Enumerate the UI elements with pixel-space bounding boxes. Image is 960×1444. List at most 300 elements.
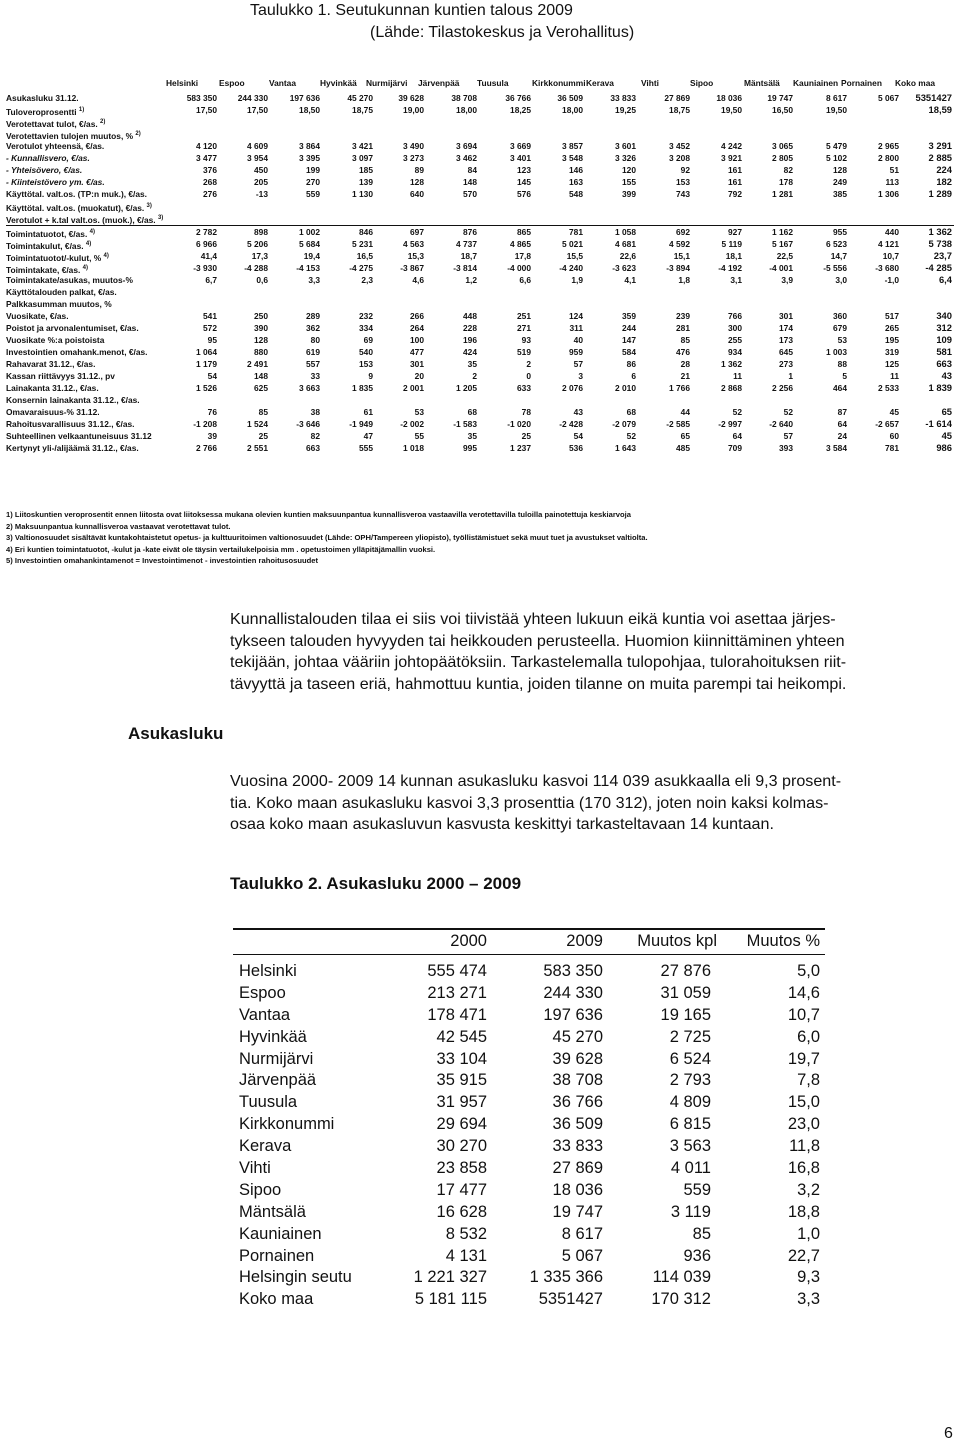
table1-cell: 24 <box>837 431 847 442</box>
table1-row-label-text: Investointien omahank.menot, €/as. <box>6 346 148 357</box>
table1-col-header: Koko maa <box>895 78 936 88</box>
table1-cell: 249 <box>833 177 847 188</box>
municipality-name: Järvenpää <box>239 1071 317 1090</box>
table1-cell: 3 065 <box>772 141 793 152</box>
table2-cell: 1 335 366 <box>529 1268 603 1287</box>
table1-cell: 23,7 <box>933 249 952 261</box>
table1-cell: 15,3 <box>407 250 424 261</box>
table1-row <box>6 418 954 430</box>
table1-cell: 19,50 <box>721 105 742 116</box>
table1-cell: -1,0 <box>884 274 899 285</box>
table1-cell: 4 242 <box>721 141 742 152</box>
table1-cell: 4,1 <box>624 274 636 285</box>
footnote-ref: 2) <box>100 119 106 126</box>
table1-cell: 2 533 <box>878 383 899 394</box>
table1-row-label-text: Toimintatuotot/-kulut, % <box>6 252 102 263</box>
paragraph-line: osaa koko maan asukasluvun kasvusta keskittyi tarkasteltavaan 14 kuntaan. <box>230 815 774 834</box>
table1-cell: 865 <box>517 226 531 237</box>
table2-cell: 18,8 <box>787 1202 820 1221</box>
table1-cell: 120 <box>622 165 636 176</box>
table1-cell: 709 <box>728 443 742 454</box>
municipality-name: Mäntsälä <box>239 1202 306 1221</box>
table1-cell: 1,2 <box>465 274 477 285</box>
table1-cell: 10,7 <box>882 250 899 261</box>
table1-cell: 88 <box>837 359 847 370</box>
table1-cell: -4 288 <box>244 262 268 273</box>
table1-cell: -2 657 <box>875 419 899 430</box>
table1-col-header: Järvenpää <box>418 78 460 88</box>
table1-cell: 78 <box>521 407 531 418</box>
table1-row <box>6 274 954 286</box>
table1-cell: 268 <box>203 177 217 188</box>
table1-row <box>6 164 954 176</box>
table2-row <box>233 1180 825 1202</box>
table1-row <box>6 92 954 104</box>
table1-cell: -1 583 <box>453 419 477 430</box>
table1-cell: 743 <box>676 189 690 200</box>
table1-row-label-text: Vuosikate %:a poistoista <box>6 334 105 345</box>
table1-cell: 5 684 <box>299 238 320 249</box>
table1-cell: 583 350 <box>186 93 217 103</box>
table2-cell: 85 <box>692 1224 711 1243</box>
table1-cell: 450 <box>254 165 268 176</box>
table1-cell: -3 680 <box>875 262 899 273</box>
table1-cell: 18,25 <box>510 105 531 116</box>
table1-row-label <box>6 406 100 418</box>
table1-cell: 3 921 <box>721 153 742 164</box>
table2-cell: 11,8 <box>789 1137 820 1156</box>
table1-cell: 11 <box>890 371 899 382</box>
table1-cell: 360 <box>833 310 847 321</box>
table1-cell: 424 <box>463 346 477 357</box>
table1-cell: 3 401 <box>510 153 531 164</box>
table1-cell: 2 076 <box>562 383 583 394</box>
table1-cell: 1 179 <box>196 359 217 370</box>
table1-cell: 5 231 <box>352 238 373 249</box>
table1-cell: 85 <box>258 407 268 418</box>
table1-cell: -13 <box>255 189 268 200</box>
table1-row-label-text: Asukasluku 31.12. <box>6 93 79 103</box>
table1-cell: 100 <box>410 334 424 345</box>
table1-row-label <box>6 310 69 322</box>
table1-row <box>6 212 954 224</box>
table1-cell: 548 <box>569 189 583 200</box>
table2-cell: 559 <box>683 1180 711 1199</box>
table1-cell: -2 585 <box>666 419 690 430</box>
table2-col-header: 2009 <box>566 932 603 950</box>
table1-row-label-text: Verotettavien tulojen muutos, % <box>6 130 134 141</box>
table1-col-header: Kauniainen <box>793 78 839 88</box>
table1-cell: 15,5 <box>566 250 583 261</box>
table1-row <box>6 176 954 188</box>
municipality-name: Vantaa <box>239 1005 291 1024</box>
table2-header <box>233 930 825 954</box>
table2-col-header: Muutos % <box>746 932 820 950</box>
table2-row <box>233 1114 825 1136</box>
table1-cell: 36 509 <box>557 93 583 103</box>
table1-cell: -3 646 <box>296 419 320 430</box>
table1-cell: 86 <box>626 359 636 370</box>
table1-cell: 2 805 <box>772 153 793 164</box>
table1-cell: 3,9 <box>781 274 793 285</box>
table1-cell: 45 270 <box>347 93 373 103</box>
table1-row-label <box>6 382 99 394</box>
table1-footnotes <box>6 509 648 567</box>
municipality-name: Helsingin seutu <box>239 1268 352 1287</box>
table1-row-label <box>6 92 79 104</box>
table1-cell: 64 <box>732 431 742 442</box>
table1-cell: 3 584 <box>826 443 847 454</box>
table2-row <box>233 1049 825 1071</box>
municipality-name: Nurmijärvi <box>239 1049 314 1068</box>
table1-cell: 153 <box>676 177 690 188</box>
table1-row-label-text: - Yhteisövero, €/as. <box>6 165 83 176</box>
table2-cell: 31 059 <box>660 983 711 1002</box>
table1-cell: 633 <box>517 383 531 394</box>
table2-row <box>233 1246 825 1268</box>
table1-cell: 52 <box>732 407 742 418</box>
table2-cell: 3 563 <box>669 1137 711 1156</box>
table1-cell: 846 <box>359 226 373 237</box>
footnote: 4) Eri kuntien toimintatuotot, -kulut ja -kate eivät ole täysin vertailukelpoisia mm . opetustoimen ylläpitäjämallin vuoksi. <box>6 544 436 554</box>
table1-cell: 18,7 <box>460 250 477 261</box>
table1-cell: 5 067 <box>878 93 899 103</box>
table2-cell: 18 036 <box>552 1180 603 1199</box>
table1-cell: 11 <box>733 371 742 382</box>
table1-cell: 109 <box>936 333 952 345</box>
table1-cell: -4 000 <box>507 262 531 273</box>
table1-cell: 2 001 <box>403 383 424 394</box>
table1-cell: 2 <box>526 359 531 370</box>
table2-cell: 23 858 <box>436 1159 487 1178</box>
table2-cell: 4 011 <box>670 1159 711 1178</box>
table1-row-label <box>6 346 147 358</box>
table1-cell: 898 <box>254 226 268 237</box>
table1-cell: 995 <box>463 443 477 454</box>
footnote-ref: 1) <box>78 107 85 114</box>
footnote-ref: 3) <box>146 203 152 210</box>
table1-cell: 54 <box>573 431 583 442</box>
municipality-name: Koko maa <box>239 1290 314 1309</box>
table1-cell: 1 064 <box>196 346 217 357</box>
table1-cell: 95 <box>207 334 217 345</box>
table1-cell: 55 <box>414 431 424 442</box>
table1-cell: 232 <box>359 310 373 321</box>
table1-cell: 6,4 <box>938 273 952 285</box>
table1-cell: 1 835 <box>352 383 373 394</box>
table1-cell: 362 <box>306 322 320 333</box>
footnote-ref: 4) <box>103 252 109 259</box>
table1-row-label <box>6 430 152 442</box>
table2-cell: 15,0 <box>787 1093 820 1112</box>
table1-row-label-text: - Kunnallisvero, €/as. <box>6 153 90 164</box>
table1-row <box>6 298 954 310</box>
table1-cell: -2 079 <box>612 419 636 430</box>
table2-row <box>233 1267 825 1289</box>
table2-cell: 1,0 <box>797 1224 820 1243</box>
table1-cell: -2 640 <box>769 419 793 430</box>
table1-cell: 19,50 <box>826 105 847 116</box>
table1-cell: -1 020 <box>507 419 531 430</box>
footnote: 2) Maksuunpantua kunnallisveroa vastaavat verotettavat tulot. <box>6 521 231 531</box>
paragraph-line: Kunnallistalouden tilaa ei siis voi tiivistää yhteen lukuun eikä kuntia voi asettaa järjes- <box>230 610 836 628</box>
table1-row <box>6 104 954 116</box>
table1-cell: 390 <box>254 322 268 333</box>
table1-cell: 1 643 <box>615 443 636 454</box>
municipality-name: Kirkkonummi <box>239 1115 335 1134</box>
table1-row-label-text: Kertynyt yli-/alijäämä 31.12., €/as. <box>6 443 139 454</box>
table1-cell: 876 <box>463 226 477 237</box>
table2-row <box>233 1092 825 1114</box>
table1-cell: 52 <box>783 407 793 418</box>
table1-cell: 2 256 <box>772 383 793 394</box>
table1-cell: 17,8 <box>514 250 531 261</box>
table1-cell: 359 <box>622 310 636 321</box>
table1-row-label <box>6 418 134 430</box>
table1-cell: 3 462 <box>456 153 477 164</box>
table1-cell: 319 <box>885 346 899 357</box>
table1-cell: 5 102 <box>826 153 847 164</box>
table1-col-header: Sipoo <box>690 78 714 88</box>
table1-cell: 540 <box>359 346 373 357</box>
table1-cell: -2 428 <box>559 419 583 430</box>
table1-cell: 6,7 <box>205 274 217 285</box>
table1-cell: 19 747 <box>767 93 793 103</box>
table1-row-label-text: Käyttötalouden palkat, €/as. <box>6 286 117 297</box>
table1-row-label <box>6 164 82 176</box>
table1-cell: 955 <box>833 226 847 237</box>
table1-cell: 38 <box>310 407 320 418</box>
table1-cell: 792 <box>728 189 742 200</box>
table1-cell: 385 <box>833 189 847 200</box>
table2-cell: 39 628 <box>552 1049 603 1068</box>
table1-cell: -4 153 <box>296 262 320 273</box>
table1-cell: 251 <box>517 310 531 321</box>
table1-col-header: Helsinki <box>166 78 199 88</box>
table1-row-label <box>6 188 147 200</box>
table1-cell: 300 <box>728 322 742 333</box>
table1-cell: 1 058 <box>615 226 636 237</box>
table1-row <box>6 286 954 298</box>
table2-cell: 5 181 115 <box>414 1290 487 1309</box>
table1-cell: 148 <box>463 177 477 188</box>
table1-cell: 517 <box>885 310 899 321</box>
table1-row-label-text: Poistot ja arvonalentumiset, €/as. <box>6 322 139 333</box>
table1-cell: 399 <box>622 189 636 200</box>
table1-cell: 195 <box>885 334 899 345</box>
table1-row-label-text: Toimintakate, €/as. <box>6 264 81 275</box>
table2-cell: 27 876 <box>660 962 711 980</box>
table1-source: (Lähde: Tilastokeskus ja Verohallitus) <box>370 24 635 41</box>
table1-col-header: Hyvinkää <box>320 78 357 88</box>
table1-row-label-text: Käyttötal. valt.os. (muokatut), €/as. <box>6 203 145 214</box>
table1-cell: 3 395 <box>299 153 320 164</box>
table2-cell: 35 915 <box>436 1071 487 1090</box>
table1-cell: 161 <box>728 165 742 176</box>
table1-cell: 68 <box>626 407 636 418</box>
table2-cell: 170 312 <box>651 1290 711 1309</box>
table1-cell: 53 <box>414 407 424 418</box>
municipality-name: Espoo <box>239 983 286 1002</box>
table1-cell: 250 <box>254 310 268 321</box>
table1-cell: 87 <box>837 407 847 418</box>
table2-cell: 114 039 <box>652 1268 711 1287</box>
table1-cell: 2 868 <box>721 383 742 394</box>
table1-row-label-text: Verotulot + k.tal valt.os. (muok.), €/as. <box>6 215 156 226</box>
table1-cell: 2 551 <box>247 443 268 454</box>
table1-cell: 265 <box>885 322 899 333</box>
table1-row <box>6 250 954 262</box>
table1-cell: 244 330 <box>237 93 268 103</box>
table1-cell: 128 <box>254 334 268 345</box>
table1-row-label <box>6 176 105 188</box>
table2-cell: 2 725 <box>669 1027 711 1046</box>
table1-row-label-text: Rahavarat 31.12., €/as. <box>6 359 96 370</box>
table1-col-header: Kerava <box>586 78 614 88</box>
paragraph-line: Vuosina 2000- 2009 14 kunnan asukasluku kasvoi 114 039 asukkaalla eli 9,3 prosent- <box>230 772 842 790</box>
table1-cell: 199 <box>306 165 320 176</box>
table1-cell: 61 <box>363 407 373 418</box>
table1-cell: 6,6 <box>519 274 531 285</box>
footnote: 5) Investointien omahankintamenot = Investointimenot - investointien rahoitusosuudet <box>6 556 319 566</box>
table2-cell: 6 524 <box>669 1049 711 1068</box>
table1-row <box>6 152 954 164</box>
table1-cell: 312 <box>936 321 952 333</box>
table1-cell: 0,6 <box>256 274 268 285</box>
table1-row <box>6 188 954 200</box>
table1-cell: 440 <box>885 226 899 237</box>
table1-cell: 289 <box>306 310 320 321</box>
table1-cell: 93 <box>521 334 531 345</box>
table1-cell: 1 362 <box>928 225 952 237</box>
table1-cell: 3 864 <box>299 141 320 152</box>
table1-row-label-text: Suhteellinen velkaantuneisuus 31.12 <box>6 431 152 442</box>
page-number: 6 <box>944 1425 953 1442</box>
table1-cell: 1 839 <box>928 382 952 394</box>
table1-row-label-text: Verotulot yhteensä, €/as. <box>6 141 105 152</box>
table1-cell: 52 <box>626 431 636 442</box>
table1-cell: 3 548 <box>562 153 583 164</box>
table1-cell: 1,8 <box>678 274 690 285</box>
table2-cell: 5 067 <box>561 1246 603 1265</box>
table1-cell: 584 <box>622 346 636 357</box>
table1-cell: 155 <box>622 177 636 188</box>
table1-cell: 619 <box>306 346 320 357</box>
table1-cell: -4 192 <box>718 262 742 273</box>
table1-cell: 3 663 <box>299 383 320 394</box>
table1-cell: 33 <box>310 371 320 382</box>
table1-cell: -4 001 <box>769 262 793 273</box>
table1-cell: 576 <box>517 189 531 200</box>
table1-cell: 5351427 <box>915 92 952 103</box>
table2-cell: 42 545 <box>436 1027 487 1046</box>
table1-cell: 4 120 <box>196 141 217 152</box>
table1-cell: 1 003 <box>826 346 847 357</box>
table2-cell: 17 477 <box>436 1180 487 1199</box>
footnote-ref: 4) <box>85 240 92 247</box>
table1-cell: 82 <box>310 431 320 442</box>
table2-row <box>233 1289 825 1311</box>
table2-cell: 197 636 <box>543 1005 603 1024</box>
table1-cell: 581 <box>936 345 952 357</box>
table2-cell: 16,8 <box>787 1159 820 1178</box>
table1-cell: 1 362 <box>721 359 742 370</box>
table1-cell: 27 869 <box>664 93 690 103</box>
table2-cell: 3 119 <box>670 1202 711 1221</box>
table1-cell: 557 <box>306 359 320 370</box>
table1-cell: 4 737 <box>456 238 477 249</box>
table1-row <box>6 334 954 346</box>
table1-cell: 9 <box>368 371 373 382</box>
table1-cell: 3 326 <box>615 153 636 164</box>
table1-title: Taulukko 1. Seutukunnan kuntien talous 2009 <box>250 2 573 19</box>
table1-cell: 697 <box>410 226 424 237</box>
table1-cell: 128 <box>410 177 424 188</box>
paragraph-line: tävyyttä ja taseen eriä, hahmottuu kuntia, joiden tilanne on muita parempi tai heikompi. <box>230 675 847 694</box>
table2-cell: 36 766 <box>552 1093 603 1112</box>
table1-cell: 0 <box>526 371 531 382</box>
table1-cell: 80 <box>310 334 320 345</box>
table1-cell: 82 <box>783 165 793 176</box>
table1-cell: 161 <box>728 177 742 188</box>
table2-cell: 3,2 <box>797 1180 820 1199</box>
table2-cell: 1 221 327 <box>413 1268 487 1287</box>
footnote-ref: 3) <box>157 215 164 222</box>
table1-cell: 266 <box>410 310 424 321</box>
table1-cell: 5 738 <box>928 237 952 249</box>
table1-cell: 20 <box>414 371 424 382</box>
table1-cell: 22,6 <box>619 250 636 261</box>
table1-cell: 57 <box>573 359 583 370</box>
paragraph-line: tekijään, johtaa vääriin johtopäätöksiin. Tarkastelemalla tulopohjaa, tulorahoituksen riit- <box>230 653 847 672</box>
table2-cell: 22,7 <box>787 1246 820 1265</box>
table1-cell: 228 <box>463 322 477 333</box>
table1-row-label <box>6 274 133 286</box>
table1-cell: 145 <box>517 177 531 188</box>
table1-cell: 1 205 <box>456 383 477 394</box>
table2-cell: 16 628 <box>436 1202 487 1221</box>
table1-cell: 36 766 <box>505 93 531 103</box>
table1-row-label-text: Omavaraisuus-% 31.12. <box>6 407 100 418</box>
table1-body <box>6 92 954 454</box>
table1-cell: 1 002 <box>299 226 320 237</box>
table1-cell: 3,0 <box>835 274 847 285</box>
table1-cell: 178 <box>779 177 793 188</box>
table1-row-label-text: Verotettavat tulot, €/as. <box>6 118 98 129</box>
table2-cell: 33 833 <box>552 1137 603 1156</box>
table1-cell: 64 <box>837 419 847 430</box>
table1-cell: -3 814 <box>453 262 477 273</box>
table2-cell: 19 165 <box>660 1005 711 1024</box>
table2-cell: 3,3 <box>797 1290 820 1309</box>
table1-cell: 4 121 <box>878 238 899 249</box>
table1-cell: 477 <box>410 346 424 357</box>
table1-cell: 3 490 <box>403 141 424 152</box>
table1-row-label <box>6 370 115 382</box>
table1-cell: 1 018 <box>403 443 424 454</box>
table1-row-label-text: Lainakanta 31.12., €/as. <box>6 383 99 394</box>
table1-cell: 476 <box>676 346 690 357</box>
table1-cell: 301 <box>410 359 424 370</box>
table1-row-label-text: - Kiinteistövero ym. €/as. <box>6 177 105 188</box>
table1-cell: 57 <box>783 431 793 442</box>
table1-row-label-text: Toimintakate/asukas, muutos-% <box>6 274 133 285</box>
table1-cell: 1 281 <box>772 189 793 200</box>
table1-cell: 1 237 <box>510 443 531 454</box>
table2-cell: 2 793 <box>669 1071 711 1090</box>
table1-cell: 3 421 <box>352 141 373 152</box>
table1-cell: 264 <box>410 322 424 333</box>
